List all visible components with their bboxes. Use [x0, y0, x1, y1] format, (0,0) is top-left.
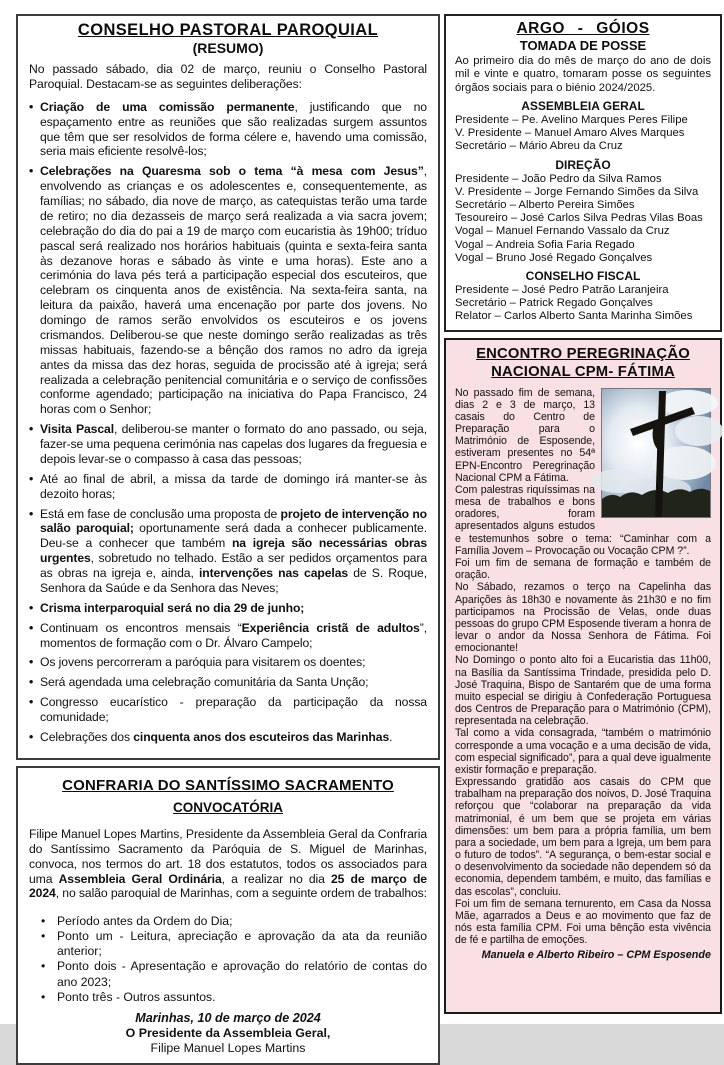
- pastoral-subtitle: (RESUMO): [192, 40, 264, 56]
- officer-role-line: Tesoureiro – José Carlos Silva Pedras Vilas Boas: [455, 212, 703, 225]
- officer-role-line: Secretário – Patrick Regado Gonçalves: [455, 297, 653, 310]
- encontro-signature: Manuela e Alberto Ribeiro – CPM Esposende: [481, 948, 711, 961]
- left-column: [16, 14, 440, 1055]
- text-segment: Está em fase de conclusão uma proposta de: [40, 506, 281, 521]
- text-segment: Visita Pascal: [40, 422, 115, 437]
- pastoral-bullet-item: [29, 164, 427, 417]
- officer-section-heading: DIREÇÃO: [555, 157, 611, 172]
- text-segment: Celebrações na Quaresma sob o tema “à mesa com Jesus”: [40, 164, 424, 179]
- pastoral-intro: No passado sábado, dia 02 de março, reuniu o Conselho Pastoral Paroquial. Destacam-se as seguintes deliberações:: [29, 62, 427, 91]
- pastoral-bullet-list: [29, 100, 427, 745]
- pastoral-bullet-item: [29, 730, 427, 745]
- text-segment: intervenções nas capelas: [198, 566, 349, 580]
- officer-role-line: Presidente – José Pedro Patrão Laranjeira: [455, 284, 669, 297]
- officer-role-line: Relator – Carlos Alberto Santa Marinha Simões: [455, 310, 693, 323]
- confraria-signature-role: O Presidente da Assembleia Geral,: [125, 1026, 331, 1040]
- confraria-agenda-list: [29, 914, 427, 1006]
- text-segment: projeto de intervenção no salão paroquial;: [40, 506, 428, 536]
- pastoral-bullet-item: [29, 695, 427, 725]
- agenda-item: • Ponto um - Leitura, apreciação e aprovação da ata da reunião anterior;: [29, 929, 427, 960]
- officer-role-line: Presidente – Pe. Avelino Marques Peres Filipe: [455, 113, 688, 126]
- encontro-title: [455, 345, 711, 382]
- pastoral-bullet-item: [29, 507, 427, 596]
- text-segment: Continuam os encontros mensais “: [40, 620, 242, 635]
- argo-title: ARGO - GÓIOS: [516, 20, 650, 37]
- confraria-subtitle: CONVOCATÓRIA: [173, 799, 283, 815]
- text-segment: oportunamente será dada a conhecer publicamente. Deu-se a conhecer que também: [40, 521, 427, 551]
- text-segment: ”, momentos de formação com o Dr. Álvaro Campelo;: [40, 620, 427, 650]
- confraria-box: [16, 766, 440, 1065]
- officer-role-line: Secretário – Mário Abreu da Cruz: [455, 140, 623, 153]
- text-segment: Criação de uma comissão permanente: [40, 99, 295, 114]
- text-segment: , justificando que no espaçamento entre as reuniões que são realizadas surgem assuntos que têm que ser resolvidos de forma célere e, havendo uma comissão, seria mais eficiente resolvê-los;: [40, 99, 427, 159]
- text-segment: Celebrações dos: [40, 729, 134, 744]
- text-segment: Congresso eucarístico - preparação da participação da nossa comunidade;: [40, 695, 427, 724]
- agenda-item: • Ponto dois - Apresentação e aprovação do relatório de contas do ano 2023;: [29, 959, 427, 990]
- argo-subtitle: TOMADA DE POSSE: [519, 38, 647, 53]
- text-segment: , sobretudo no telhado. Estão a ser pedidos orçamentos para as obras na igreja e, ainda,: [40, 551, 427, 580]
- pastoral-council-box: [16, 14, 440, 760]
- encontro-paragraph: Foi um fim de semana ternurento, em Casa da Nossa Mãe, agarrados a Deus e ao movimento que faz de nós esta família CPM. Foi uma bênção esta vivência de fé e partilha de emoções.: [455, 897, 711, 947]
- encontro-body-text: [455, 387, 711, 947]
- pastoral-title: CONSELHO PASTORAL PAROQUIAL: [77, 21, 379, 39]
- text-segment: Assembleia Geral Ordinária: [58, 871, 222, 886]
- encontro-paragraph: Com palestras riquíssimas na mesa de trabalhos e bons oradores, foram apresentados alguns estudos e testemunhos sobre o tema: “Caminhar com a Família Jovem – Provocação ou Vocação CPM ?”.: [455, 483, 711, 557]
- right-column: [444, 14, 722, 1014]
- argo-goios-box: [444, 14, 722, 332]
- text-segment: de S. Roque, Senhora da Saúde e da Senhora das Neves;: [40, 566, 428, 595]
- text-segment: 25 de março de 2024: [29, 871, 427, 901]
- text-segment: .: [389, 729, 393, 744]
- officer-section-heading: CONSELHO FISCAL: [525, 269, 641, 284]
- cross-photo: [601, 388, 711, 518]
- text-segment: , no salão paroquial de Marinhas, com a seguinte ordem de trabalhos:: [55, 886, 427, 901]
- encontro-paragraph: Tal como a vida consagrada, “também o matrimónio corresponde a uma vocação e a uma decisão de vida, com especial significado”, para a qual deve igualmente existir formação e preparação.: [455, 727, 711, 776]
- text-segment: Crisma interparoquial será no dia 29 de junho;: [40, 600, 305, 615]
- encontro-paragraph: No Sábado, rezamos o terço na Capelinha das Aparições às 18h30 e novamente às 21h30 e no fim participamos na Procissão de Velas, onde duas pessoas do grupo CPM Esposende tiveram a honra de levar o andor da Nossa Senhora de Fátima. Foi emocionante!: [455, 581, 711, 655]
- argo-intro: Ao primeiro dia do mês de março do ano de dois mil e vinte e quatro, tomaram posse os seguintes órgãos sociais para o biénio 2024/2025.: [455, 55, 711, 94]
- cross-photo-image: [602, 389, 710, 517]
- confraria-date-line: Marinhas, 10 de março de 2024: [135, 1011, 321, 1025]
- confraria-title: CONFRARIA DO SANTÍSSIMO SACRAMENTO: [62, 776, 394, 794]
- encontro-cpm-box: [444, 338, 722, 1014]
- encontro-title-line1: ENCONTRO PEREGRINAÇÃO: [476, 345, 690, 362]
- encontro-paragraph: No Domingo o ponto alto foi a Eucaristia das 11h00, na Basília da Santíssima Trindade, presidida pelo D. José Traquina, Bispo de Santarém que de uma forma muito especial se dirigiu à Confederação Portuguesa dos Centros de Preparação para o Matrimónio (CPM), representada na celebração.: [455, 654, 711, 728]
- officer-role-line: Vogal – Andreia Sofia Faria Regado: [455, 238, 635, 251]
- officer-role-line: V. Presidente – Jorge Fernando Simões da Silva: [455, 185, 699, 198]
- encontro-paragraph: No passado fim de semana, dias 2 e 3 de março, 13 casais do Centro de Preparação para o Matrimónio de Esposende, estiveram presentes no 54ª EPN-Encontro Peregrinação Nacional CPM a Fátima.: [455, 386, 595, 484]
- pastoral-bullet-item: [29, 472, 427, 502]
- text-segment: Até ao final de abril, a missa da tarde de domingo irá manter-se às dezoito horas;: [40, 471, 427, 501]
- encontro-title-line2: NACIONAL CPM- FÁTIMA: [491, 364, 675, 381]
- text-segment: Filipe Manuel Lopes Martins, Presidente da Assembleia Geral da Confraria do Santíssimo Sacramento da Paróquia de S. Miguel de Marinhas, convoca, nos termos do art. 18 dos estatutos, todos os associados para uma: [29, 826, 427, 886]
- text-segment: Será agendada uma celebração comunitária da Santa Unção;: [40, 675, 369, 690]
- officer-role-line: Secretário – Alberto Pereira Simões: [455, 199, 635, 211]
- pastoral-bullet-item: [29, 100, 427, 160]
- text-segment: , deliberou-se manter o formato do ano passado, ou seja, fazer-se uma pequena cerimónia nas capelas dos lugares da freguesia e depois levar-se o compasso à casa das pessoas;: [40, 422, 428, 466]
- officer-section-heading: ASSEMBLEIA GERAL: [521, 98, 645, 113]
- confraria-signature-name: Filipe Manuel Lopes Martins: [150, 1041, 306, 1055]
- text-segment: cinquenta anos dos escuteiros das Marinhas: [133, 729, 390, 744]
- encontro-paragraph: Foi um fim de semana de formação e também de oração.: [455, 557, 711, 582]
- text-segment: , envolvendo as crianças e os adolescentes e, consequentemente, as famílias; no sábado, dia nove de março, as catequistas terão uma tarde de retiro; no dia dezasseis de março será realizada a via sacra jovem; celebração do dia do pai a 19 de março com eucaristia às 19h00; tríduo pascal será realizado nos horários habituais (quinta e sexta-feira santa às dezanove horas e sábado às vinte e uma horas). Este ano a cerimónia do lava pés terá a participação especial dos escuteiros, que celebram os cinquenta anos de existência. Na sexta-feira santa, na leitura da paixão, haverá uma encenação por parte dos jovens. No domingo de ramos serão envolvidos os escuteiros e os jovens crismandos. Deliberou-se que neste domingo serão realizadas as três missas habituais, fazendo-se a bênção dos ramos no adro da igreja antes da missa das dez horas, seguida de procissão até à igreja; será realizada a celebração penitencial comunitária e o serviço de confissões conforme agendado; participação na iniciativa do Papa Francisco, 24 horas com o Senhor;: [40, 164, 427, 417]
- officer-role-line: Vogal – Manuel Fernando Vassalo da Cruz: [455, 225, 670, 238]
- pastoral-bullet-item: [29, 601, 427, 616]
- text-segment: , a realizar no dia: [221, 871, 331, 886]
- agenda-item: • Ponto três - Outros assuntos.: [29, 990, 427, 1005]
- text-segment: Os jovens percorreram a paróquia para visitarem os doentes;: [40, 655, 366, 670]
- pastoral-bullet-item: [29, 422, 427, 467]
- officer-role-line: Vogal – Bruno José Regado Gonçalves: [455, 251, 653, 264]
- confraria-body-text: [29, 827, 427, 901]
- argo-officer-lists: [455, 99, 711, 324]
- agenda-item: • Período antes da Ordem do Dia;: [29, 914, 427, 929]
- text-segment: na igreja são necessárias obras urgentes: [40, 536, 428, 566]
- pastoral-bullet-item: [29, 621, 427, 651]
- text-segment: Experiência cristã de adultos: [241, 620, 420, 635]
- pastoral-bullet-item: [29, 655, 427, 670]
- officer-role-line: Presidente – João Pedro da Silva Ramos: [455, 172, 662, 185]
- pastoral-bullet-item: [29, 675, 427, 690]
- encontro-paragraph: Expressando gratidão aos casais do CPM que trabalham na preparação dos noivos, D. José Traquina reforçou que “colaborar na preparação da vida matrimonial, é um bem que se projeta em várias dimensões: um bem para a própria família, um bem para a sociedade, um bem para a Igreja, um bem para o futuro de todos”. “A segurança, o bem-estar social e o desenvolvimento da sociedade não dependem só da economia, dependem também, e muito, das famílias e das escolas”, concluiu.: [455, 776, 711, 898]
- officer-role-line: V. Presidente – Manuel Amaro Alves Marques: [455, 127, 685, 140]
